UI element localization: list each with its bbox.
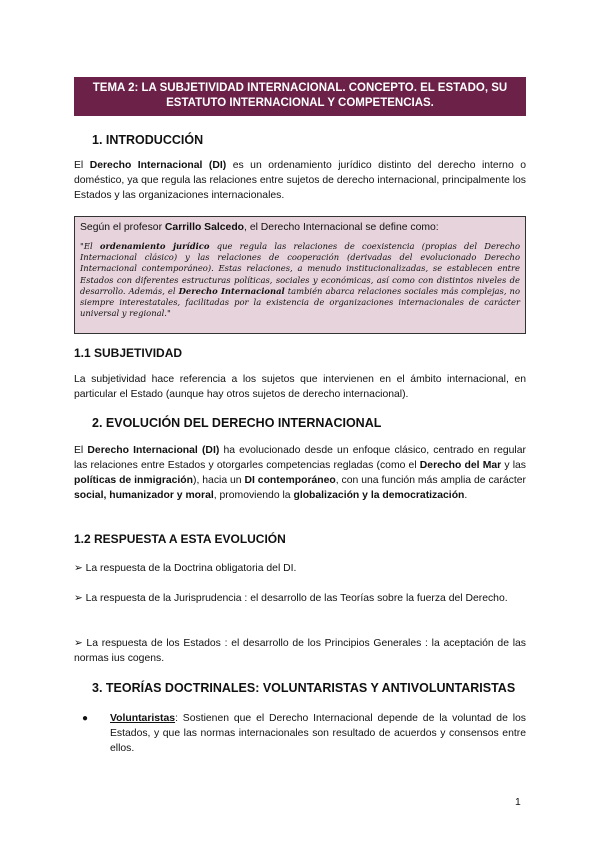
text-run: , promoviendo la [213,490,294,501]
bold-run: Derecho Internacional (DI) [87,445,220,456]
bold-run: políticas de inmigración [74,475,193,486]
document-title-banner [74,77,526,116]
bold-run: ordenamiento jurídico [99,241,210,251]
paragraph-evolucion [74,443,526,503]
paragraph-subjetividad: La subjetividad hace referencia a los sujetos que intervienen en el ámbito internacional, en particular el Estado (aunque hay otros sujetos de derecho internacional). [74,374,526,400]
text-run: , el Derecho Internacional se define como: [244,222,439,233]
text-run: . [464,490,468,501]
term-voluntaristas: Voluntaristas [110,713,176,724]
text-run: es un ordenamiento jurídico distinto del derecho interno o doméstico, ya que regula las relaciones entre sujetos de derecho internacional, principalmente los Estados y las organizaciones internacionales. [74,160,526,201]
definition-quote-box [74,216,526,334]
heading-respuesta: 1.2 RESPUESTA A ESTA EVOLUCIÓN [74,532,286,546]
heading-subjetividad: 1.1 SUBJETIVIDAD [74,346,183,360]
paragraph-introduccion [74,158,526,203]
heading-evolucion: 2. EVOLUCIÓN DEL DERECHO INTERNACIONAL [92,416,382,430]
quote-text [80,241,520,319]
bold-run: social, humanizador y moral [74,490,214,501]
text-run: que regula las relaciones de coexistencia (propias del Derecho Internacional clásico) y las relaciones de cooperación (derivadas del evolucionado Derecho Internacional contemporáneo). Estas relaciones, a menudo institucionalizadas, se establecen entre Estados con diferentes estructuras políticas, sociales y económicas, así como con distintos niveles de desarrollo. Además, el [80,241,521,296]
respuesta-item-2: ➢ La respuesta de la Jurisprudencia : el desarrollo de las Teorías sobre la fuerza del Derecho. [74,593,508,604]
text-run: ha evolucionado desde un enfoque clásico, centrado en regular las relaciones entre Estados y otorgarles competencias regladas (como el [74,445,526,471]
page-number: 1 [515,797,521,808]
list-item [84,711,526,756]
text-run: El [74,445,88,456]
bold-run: Derecho Internacional [178,285,285,296]
bold-run: Derecho del Mar [419,460,502,471]
text-run: , con una función más amplia de carácter [335,475,526,486]
respuesta-item-3: ➢ La respuesta de los Estados : el desarrollo de los Principios Generales : la aceptación de las normas ius cogens. [74,638,526,664]
bullet-body [110,711,526,756]
heading-teorias: 3. TEORÍAS DOCTRINALES: VOLUNTARISTAS Y ANTIVOLUNTARISTAS [92,681,516,695]
text-run: y las [501,460,526,471]
text-run: Según el profesor [80,222,165,233]
text-run: también abarca relaciones sociales más complejas, no siempre interestatales, facilitadas por la existencia de organizaciones internacionales de carácter universal y regional." [80,285,520,319]
bold-run: DI contemporáneo [244,475,336,486]
text-run: "El [80,241,100,251]
text-run: ), hacia un [193,475,245,486]
bold-run: globalización y la democratización [293,490,465,501]
quote-intro [80,221,520,235]
quote-author: Carrillo Salcedo [164,222,245,233]
text-run: El [74,160,90,171]
heading-introduccion: 1. INTRODUCCIÓN [92,133,204,147]
text-run: : Sostienen que el Derecho Internacional depende de la voluntad de los Estados, y que las normas internacionales son resultado de acuerdos y consensos entre ellos. [110,713,526,754]
teorias-bullet-list [84,711,526,756]
document-title: TEMA 2: LA SUBJETIVIDAD INTERNACIONAL. CONCEPTO. EL ESTADO, SU ESTATUTO INTERNACIONAL Y COMPETENCIAS. [92,82,508,109]
bold-run: Derecho Internacional (DI) [89,160,227,171]
respuesta-item-1: ➢ La respuesta de la Doctrina obligatoria del DI. [74,563,297,574]
bullet-dot-icon: ● [82,713,89,724]
